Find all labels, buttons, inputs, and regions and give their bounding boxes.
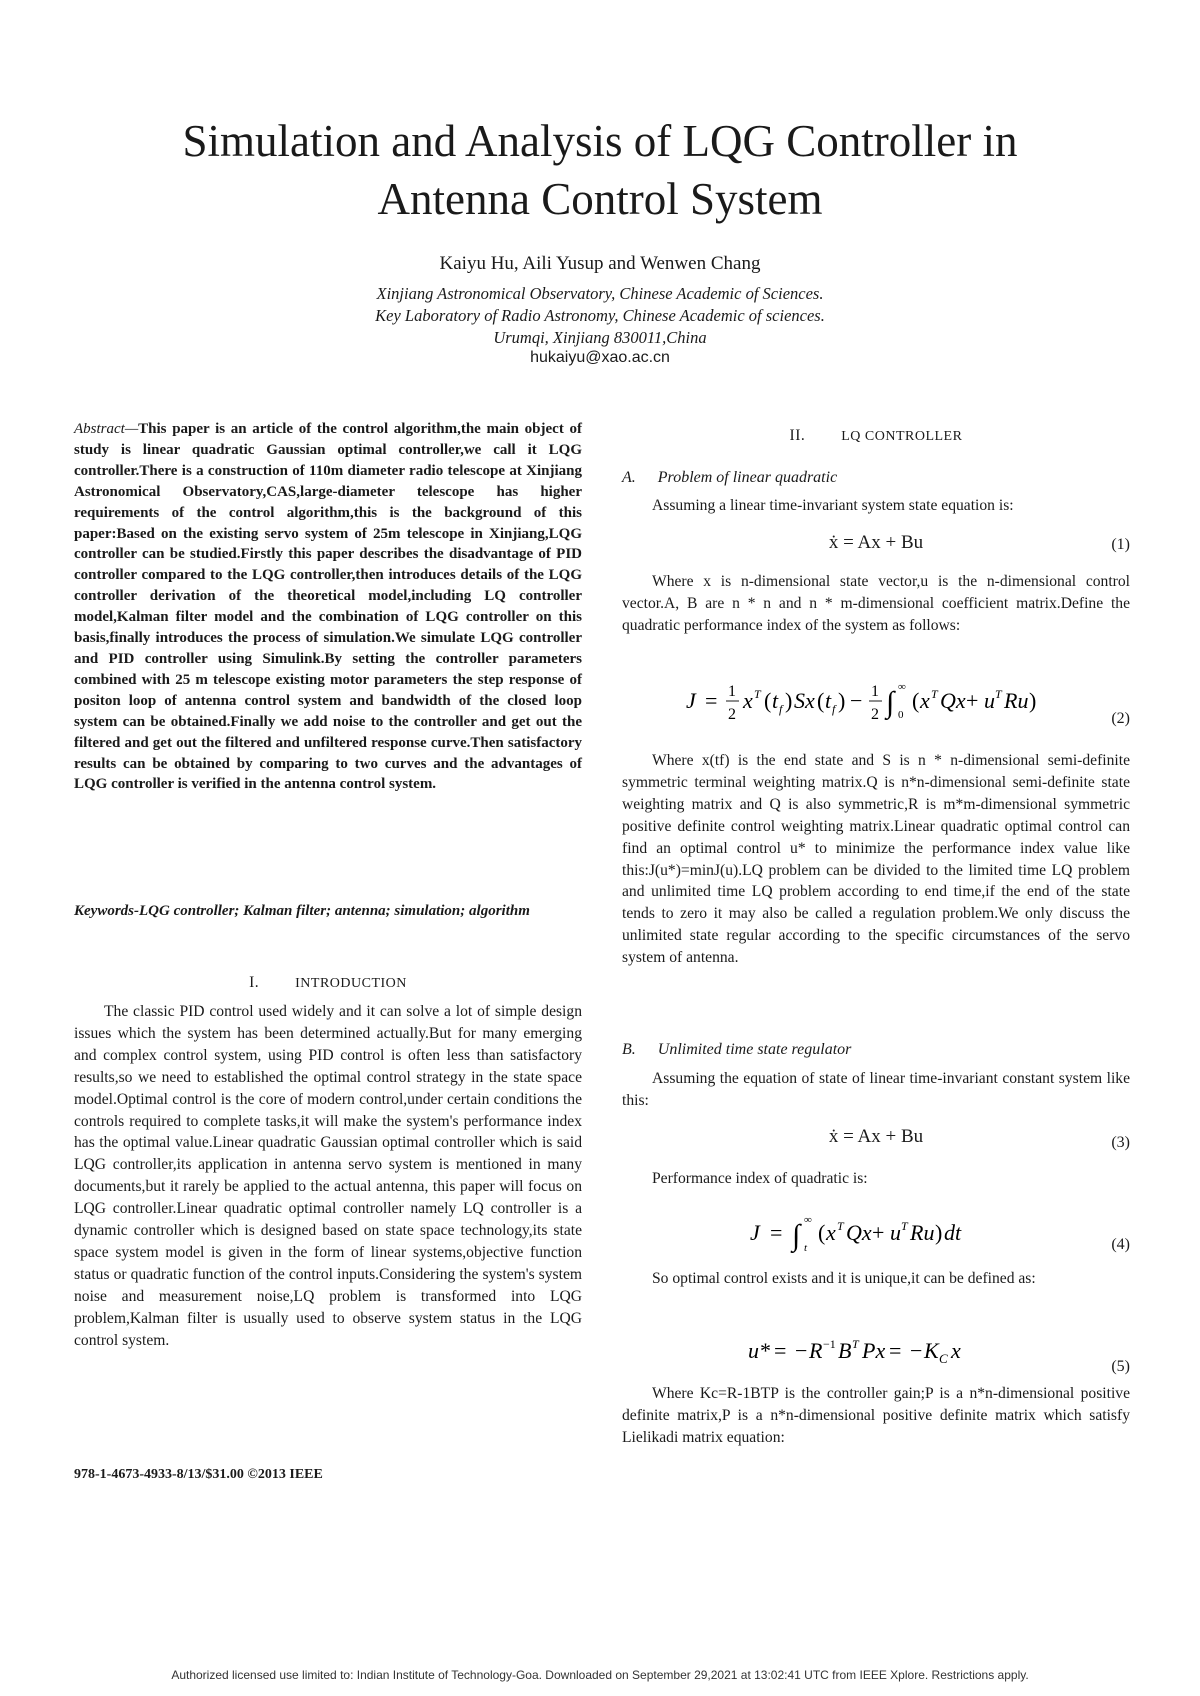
svg-text:(: ( bbox=[912, 688, 920, 713]
paragraph-text: Performance index of quadratic is: bbox=[652, 1170, 868, 1187]
svg-text:1: 1 bbox=[871, 683, 879, 700]
svg-text:=: = bbox=[889, 1338, 902, 1363]
svg-text:x: x bbox=[743, 688, 753, 713]
affiliation-2: Key Laboratory of Radio Astronomy, Chinese Academic of sciences. bbox=[375, 306, 825, 325]
svg-text:f: f bbox=[779, 702, 783, 716]
svg-text:Qx: Qx bbox=[846, 1220, 872, 1245]
subsection-label: B. bbox=[622, 1041, 636, 1058]
isbn-copyright: 978-1-4673-4933-8/13/$31.00 ©2013 IEEE bbox=[74, 1467, 323, 1482]
affiliation-3: Urumqi, Xinjiang 830011,China bbox=[493, 328, 707, 347]
svg-text:B: B bbox=[838, 1338, 852, 1363]
paragraph-1 bbox=[622, 495, 1130, 517]
svg-text:+: + bbox=[872, 1220, 885, 1245]
svg-text:T: T bbox=[995, 687, 1002, 701]
svg-text:dt: dt bbox=[944, 1220, 962, 1245]
equation-5 bbox=[622, 1328, 1130, 1374]
svg-text:∞: ∞ bbox=[804, 1214, 812, 1226]
svg-text:Qx: Qx bbox=[940, 688, 966, 713]
svg-text:J: J bbox=[750, 1220, 760, 1245]
section-number: I. bbox=[249, 974, 260, 991]
svg-text:Ru: Ru bbox=[1004, 688, 1029, 713]
svg-text:(: ( bbox=[817, 688, 825, 713]
intro-body bbox=[74, 1001, 582, 1352]
svg-text:T: T bbox=[852, 1337, 859, 1351]
svg-text:): ) bbox=[838, 688, 846, 713]
svg-text:=: = bbox=[705, 688, 718, 713]
paragraph-3 bbox=[622, 750, 1130, 969]
svg-text:t: t bbox=[772, 688, 779, 713]
paragraph-text: Where Kc=R-1BTP is the controller gain;P is a n*n-dimensional positive definite matrix,P is a n*n-dimensional positive definite matrix which satisfy Lielikadi matrix equation: bbox=[622, 1385, 1130, 1446]
equation-number: (3) bbox=[1111, 1134, 1130, 1151]
paragraph-4 bbox=[622, 1068, 1130, 1112]
author-email: hukaiyu@xao.ac.cn bbox=[530, 349, 670, 366]
svg-text:∫: ∫ bbox=[792, 1219, 801, 1252]
equation-4-formula bbox=[622, 1208, 1130, 1258]
svg-text:−: − bbox=[910, 1338, 923, 1363]
abstract-lead: Abstract— bbox=[74, 421, 139, 437]
svg-text:2: 2 bbox=[728, 706, 736, 723]
svg-text:): ) bbox=[935, 1220, 943, 1245]
abstract-text: This paper is an article of the control algorithm,the main object of study is linear quadratic Gaussian optimal controller,we call it LQG controller.There is a construction of 110m diameter radio telescope at Xinjiang Astronomical Observatory,CAS,large-diameter telescope has higher requirements of the control algorithm,this is the background of this paper:Based on the existing servo system of 25m telescope in Xinjiang,LQG controller can be studied.Firstly this paper describes the disadvantage of PID controller compared to the LQG controller,then introduces details of the LQG controller derivation of the theoretical model,including LQ controller model,Kalman filter model and the combination of LQG controller on this basis,finally introduces the process of simulation.We simulate LQG controller and PID controller using Simulink.By setting the controller parameters combined with 25 m telescope existing motor parameters the step response of positon loop of antenna control system and bandwidth of the closed loop system can be obtained.Finally we add noise to the controller and get out the filtered and get out the filtered and unfiltered response curve.Then satisfactory results can be obtained by comparing to two curves and the advantages of LQG controller is verified in the antenna control system. bbox=[74, 421, 582, 793]
paragraph-5 bbox=[622, 1168, 1130, 1190]
svg-text:): ) bbox=[785, 688, 793, 713]
paragraph-7 bbox=[622, 1383, 1130, 1449]
equation-expression: ẋ = Ax + Bu bbox=[828, 1126, 924, 1147]
svg-text:−: − bbox=[795, 1338, 808, 1363]
download-footer: Authorized licensed use limited to: Indian Institute of Technology-Goa. Downloaded on September 29,2021 at 13:02:41 UTC from IEEE Xplore. Restrictions apply. bbox=[171, 1668, 1029, 1682]
svg-text:1: 1 bbox=[728, 683, 736, 700]
section-title: LQ CONTROLLER bbox=[841, 429, 963, 444]
svg-text:x: x bbox=[951, 1338, 961, 1363]
subsection-a-heading bbox=[622, 467, 1130, 489]
equation-number: (5) bbox=[1111, 1358, 1130, 1375]
svg-text:T: T bbox=[837, 1219, 844, 1233]
equation-2 bbox=[622, 672, 1130, 732]
section-number: II. bbox=[789, 427, 806, 444]
subsection-label: A. bbox=[622, 469, 636, 486]
paragraph-text: Where x(tf) is the end state and S is n * n-dimensional semi-definite symmetric terminal weighting matrix.Q is n*n-dimensional semi-definite state weighting matrix and Q is also symmetric,R is m*m-dimensional symmetric positive definite control weighting matrix.Linear quadratic optimal control can find an optimal control u* to minimize the performance index value like this:J(u*)=minJ(u).LQ problem can be divided to the limited time LQ problem and unlimited time LQ problem according to end time,if the end of the state tends to zero it may also be called a regulation problem.We only discuss the unlimited state regular according to the specific circumstances of the servo system of antenna. bbox=[622, 752, 1130, 967]
equation-number: (2) bbox=[1111, 710, 1130, 727]
author-list: Kaiyu Hu, Aili Yusup and Wenwen Chang bbox=[439, 253, 761, 274]
affiliation-1: Xinjiang Astronomical Observatory, Chinese Academic of Sciences. bbox=[376, 284, 824, 303]
svg-text:=: = bbox=[770, 1220, 783, 1245]
paragraph-text: Where x is n-dimensional state vector,u is the n-dimensional control vector.A, B are n * n and n * m-dimensional coefficient matrix.Define the quadratic performance index of the system as follows: bbox=[622, 573, 1130, 634]
svg-text:C: C bbox=[939, 1351, 948, 1366]
svg-text:∞: ∞ bbox=[898, 681, 906, 693]
svg-text:=: = bbox=[774, 1338, 787, 1363]
svg-text:(: ( bbox=[818, 1220, 826, 1245]
section-title: INTRODUCTION bbox=[295, 976, 407, 991]
equation-number: (4) bbox=[1111, 1236, 1130, 1253]
keywords: Keywords-LQG controller; Kalman filter; antenna; simulation; algorithm bbox=[74, 903, 530, 919]
svg-text:u: u bbox=[890, 1220, 901, 1245]
svg-text:x: x bbox=[920, 688, 930, 713]
title-line-1: Simulation and Analysis of LQG Controller in bbox=[182, 116, 1018, 166]
svg-text:T: T bbox=[901, 1219, 908, 1233]
svg-text:f: f bbox=[832, 702, 836, 716]
svg-text:−1: −1 bbox=[823, 1337, 836, 1351]
section-heading-lq-controller bbox=[622, 425, 1130, 448]
intro-paragraph: The classic PID control used widely and it can solve a lot of simple design issues which the system has been determined actually.But for many emerging and complex control system, using PID control is often less than satisfactory results,so we need to established the optimal control strategy in the state space model.Optimal control is the core of modern control,under certain conditions the controls required to complete tasks,it will make the system's performance index has the optimal value.Linear quadratic Gaussian optimal controller which is said LQG controller,its application in antenna servo system is mentioned in many documents,but it rarely be applied to the actual antenna, this paper will focus on LQG controller.Linear quadratic optimal controller namely LQ controller is a dynamic controller which is designed based on state space technology,its state space system model is given in the form of linear systems,objective function status or quadratic function of the control inputs.Considering the system's system noise and measurement noise,LQ problem is transformed into LQG problem,Kalman filter is usually used to observe system status in the LQG control system. bbox=[74, 1003, 582, 1349]
svg-text:T: T bbox=[754, 687, 761, 701]
svg-text:J: J bbox=[686, 688, 696, 713]
svg-text:0: 0 bbox=[898, 709, 904, 721]
svg-text:−: − bbox=[850, 688, 863, 713]
paragraph-text: So optimal control exists and it is unique,it can be defined as: bbox=[652, 1270, 1036, 1287]
svg-text:Sx: Sx bbox=[794, 688, 815, 713]
svg-text:∫: ∫ bbox=[886, 686, 895, 719]
svg-text:u: u bbox=[984, 688, 995, 713]
svg-text:x: x bbox=[826, 1220, 836, 1245]
svg-text:t: t bbox=[825, 688, 832, 713]
svg-text:K: K bbox=[924, 1338, 939, 1363]
svg-text:Ru: Ru bbox=[910, 1220, 935, 1245]
svg-text:*: * bbox=[760, 1338, 771, 1363]
subsection-title: Unlimited time state regulator bbox=[657, 1041, 852, 1058]
svg-text:u: u bbox=[748, 1338, 759, 1363]
svg-text:2: 2 bbox=[871, 706, 879, 723]
abstract bbox=[74, 419, 582, 795]
svg-text:): ) bbox=[1029, 688, 1037, 713]
paper-title bbox=[100, 112, 1100, 228]
equation-5-formula bbox=[622, 1328, 1130, 1374]
svg-text:Px: Px bbox=[862, 1338, 886, 1363]
equation-number: (1) bbox=[1111, 536, 1130, 553]
paragraph-2 bbox=[622, 571, 1130, 637]
svg-text:t: t bbox=[804, 1242, 808, 1254]
section-heading-introduction bbox=[74, 972, 582, 995]
svg-text:R: R bbox=[809, 1338, 823, 1363]
paragraph-text: Assuming a linear time-invariant system state equation is: bbox=[652, 497, 1014, 514]
paragraph-text: Assuming the equation of state of linear time-invariant constant system like this: bbox=[622, 1070, 1130, 1109]
equation-2-formula bbox=[622, 672, 1130, 732]
svg-text:+: + bbox=[966, 688, 979, 713]
svg-text:T: T bbox=[931, 687, 938, 701]
equation-3 bbox=[622, 1126, 1130, 1160]
equation-expression: ẋ = Ax + Bu bbox=[828, 532, 924, 553]
svg-text:(: ( bbox=[764, 688, 772, 713]
title-line-2: Antenna Control System bbox=[377, 174, 823, 224]
equation-1 bbox=[622, 532, 1130, 566]
subsection-title: Problem of linear quadratic bbox=[657, 469, 838, 486]
equation-4 bbox=[622, 1208, 1130, 1258]
paragraph-6 bbox=[622, 1268, 1130, 1290]
subsection-b-heading bbox=[622, 1039, 1130, 1061]
